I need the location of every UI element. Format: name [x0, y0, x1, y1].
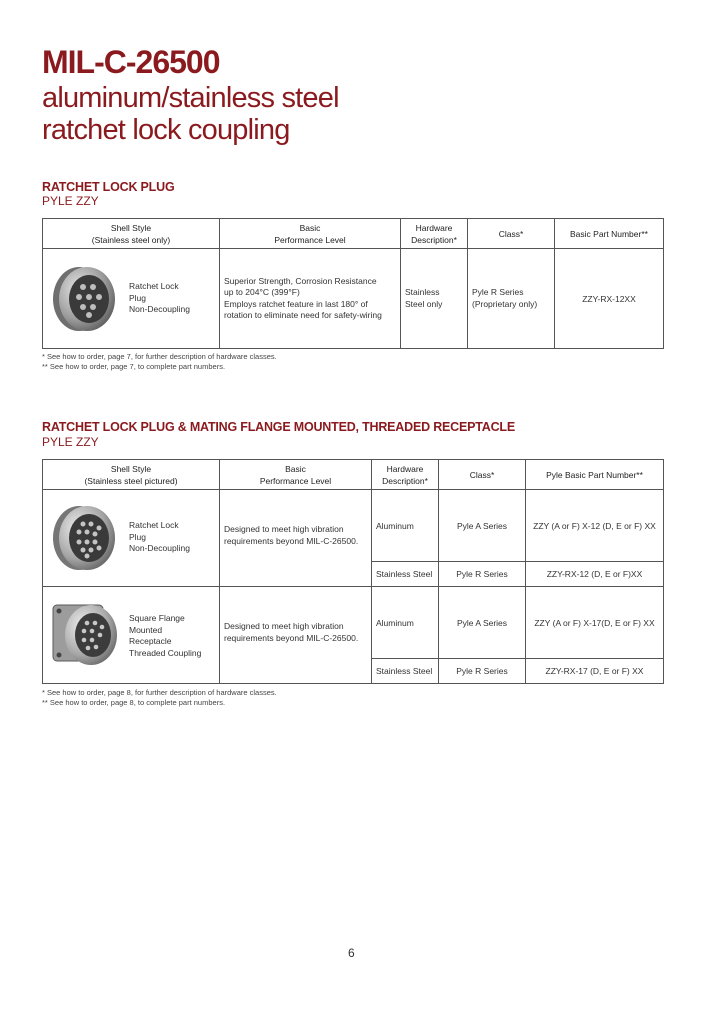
header-shell-style: Shell Style (Stainless steel pictured) [43, 460, 220, 490]
header-part-number: Basic Part Number** [555, 219, 664, 249]
header-class: Class* [439, 460, 526, 490]
subtitle-line-2: ratchet lock coupling [42, 114, 290, 146]
hardware-cell: Stainless Steel [372, 562, 439, 587]
part-number-cell: ZZY-RX-17 (D, E or F) XX [526, 659, 664, 684]
section1-heading: RATCHET LOCK PLUG [42, 180, 175, 194]
subtitle-line-1: aluminum/stainless steel [42, 82, 339, 114]
performance-cell: Designed to meet high vibration requirements beyond MIL-C-26500. [220, 490, 372, 587]
hardware-cell: Aluminum [372, 587, 439, 659]
section1-note-1: * See how to order, page 7, for further description of hardware classes. [42, 352, 277, 361]
header-class: Class* [468, 219, 555, 249]
part-number-cell: ZZY (A or F) X-12 (D, E or F) XX [526, 490, 664, 562]
shell-style-cell [43, 490, 220, 587]
part-number-cell: ZZY (A or F) X-17(D, E or F) XX [526, 587, 664, 659]
performance-cell: Superior Strength, Corrosion Resistance up to 204°C (399°F) Employs ratchet feature in last 180° of rotation to eliminate need for safety-wiring [220, 249, 401, 349]
section1-note-2: ** See how to order, page 7, to complete part numbers. [42, 362, 226, 371]
class-cell: Pyle R Series [439, 562, 526, 587]
section2-table [42, 459, 664, 684]
class-cell: Pyle A Series [439, 490, 526, 562]
section1-subheading: PYLE ZZY [42, 194, 99, 208]
page-title: MIL-C-26500 [42, 44, 220, 80]
ratchet-lock-plug-photo [49, 498, 121, 576]
hardware-cell: Aluminum [372, 490, 439, 562]
table-row [43, 249, 664, 349]
section2-note-2: ** See how to order, page 8, to complete part numbers. [42, 698, 226, 707]
table-header-row [43, 460, 664, 490]
header-hardware: Hardware Description* [372, 460, 439, 490]
part-number-cell: ZZY-RX-12 (D, E or F)XX [526, 562, 664, 587]
hardware-cell: Stainless Steel only [401, 249, 468, 349]
page-number: 6 [348, 946, 355, 960]
shell-style-cell [43, 249, 220, 349]
header-part-number: Pyle Basic Part Number** [526, 460, 664, 490]
table-row [43, 490, 664, 562]
shell-style-label: Ratchet Lock Plug Non-Decoupling [129, 281, 190, 314]
header-performance: Basic Performance Level [220, 460, 372, 490]
class-cell: Pyle R Series [439, 659, 526, 684]
table-header-row [43, 219, 664, 249]
performance-cell: Designed to meet high vibration requirements beyond MIL-C-26500. [220, 587, 372, 684]
section2-subheading: PYLE ZZY [42, 435, 99, 449]
class-cell: Pyle A Series [439, 587, 526, 659]
part-number-cell: ZZY-RX-12XX [555, 249, 664, 349]
square-flange-receptacle-photo [49, 595, 121, 675]
header-performance: Basic Performance Level [220, 219, 401, 249]
section2-heading: RATCHET LOCK PLUG & MATING FLANGE MOUNTED, THREADED RECEPTACLE [42, 420, 516, 434]
table-row [43, 587, 664, 659]
shell-style-cell [43, 587, 220, 684]
section1-table [42, 218, 664, 349]
shell-style-label: Square Flange Mounted Receptacle Threaded Coupling [129, 613, 202, 658]
shell-style-label: Ratchet Lock Plug Non-Decoupling [129, 520, 190, 553]
header-hardware: Hardware Description* [401, 219, 468, 249]
header-shell-style: Shell Style (Stainless steel only) [43, 219, 220, 249]
section2-note-1: * See how to order, page 8, for further description of hardware classes. [42, 688, 277, 697]
class-cell: Pyle R Series (Proprietary only) [468, 249, 555, 349]
ratchet-lock-plug-photo [49, 259, 121, 337]
hardware-cell: Stainless Steel [372, 659, 439, 684]
